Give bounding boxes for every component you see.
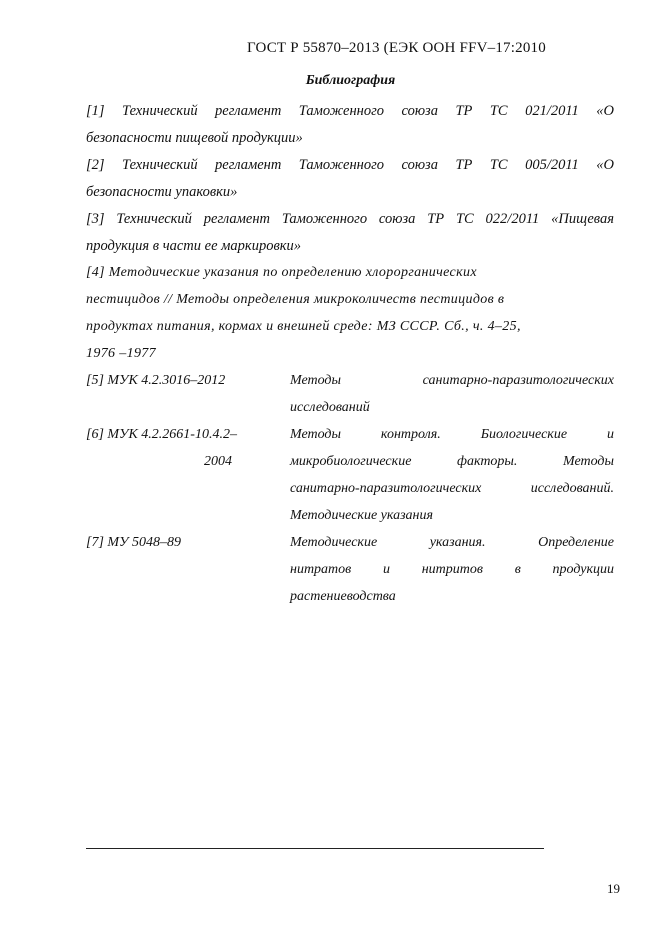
reference-7-code: [7] МУ 5048–89 — [86, 535, 181, 550]
reference-4-line-4: 1976 –1977 — [86, 346, 156, 361]
reference-6-desc-line-2: микробиологические факторы. Методы — [290, 454, 614, 469]
footer-rule — [86, 848, 544, 849]
reference-6-code: [6] МУК 4.2.2661-10.4.2– — [86, 427, 237, 442]
reference-6-code-year: 2004 — [204, 454, 232, 469]
reference-4-line-3: продуктах питания, кормах и внешней среде: МЗ СССР. Сб., ч. 4–25, — [86, 319, 521, 334]
reference-7-description — [290, 529, 614, 610]
reference-1-line-2: безопасности пищевой продукции» — [86, 130, 303, 146]
reference-1 — [86, 98, 614, 152]
reference-2-line-1: [2] Технический регламент Таможенного союза ТР ТС 005/2011 «О — [86, 157, 614, 173]
reference-4 — [86, 259, 614, 367]
reference-3-line-2: продукция в части ее маркировки» — [86, 238, 302, 254]
reference-7-desc-line-3: растениеводства — [290, 589, 396, 604]
reference-2-line-2: безопасности упаковки» — [86, 184, 238, 200]
document-header: ГОСТ Р 55870–2013 (ЕЭК ООН FFV–17:2010 — [247, 40, 546, 56]
reference-5-code: [5] МУК 4.2.3016–2012 — [86, 373, 226, 388]
reference-5-desc-line-1: Методы санитарно-паразитологических — [290, 373, 614, 388]
reference-2 — [86, 152, 614, 206]
reference-3-line-1: [3] Технический регламент Таможенного союза ТР ТС 022/2011 «Пищевая — [86, 211, 614, 227]
reference-7-desc-line-2: нитратов и нитритов в продукции — [290, 562, 614, 577]
reference-6-desc-line-3: санитарно-паразитологических исследований. — [290, 481, 614, 496]
reference-7-desc-line-1: Методические указания. Определение — [290, 535, 614, 550]
reference-6-desc-line-1: Методы контроля. Биологические и — [290, 427, 614, 442]
reference-5-description — [290, 367, 614, 421]
section-title: Библиография — [305, 73, 396, 88]
reference-6-desc-line-4: Методические указания — [290, 508, 434, 523]
reference-4-line-2: пестицидов // Методы определения микроколичеств пестицидов в — [86, 292, 505, 307]
reference-3 — [86, 206, 614, 260]
reference-5-desc-line-2: исследований — [290, 400, 370, 415]
page-number: 19 — [607, 881, 620, 896]
reference-6-description — [290, 421, 614, 529]
reference-4-line-1: [4] Методические указания по определению хлорорганических — [86, 265, 477, 280]
reference-1-line-1: [1] Технический регламент Таможенного союза ТР ТС 021/2011 «О — [86, 103, 614, 119]
